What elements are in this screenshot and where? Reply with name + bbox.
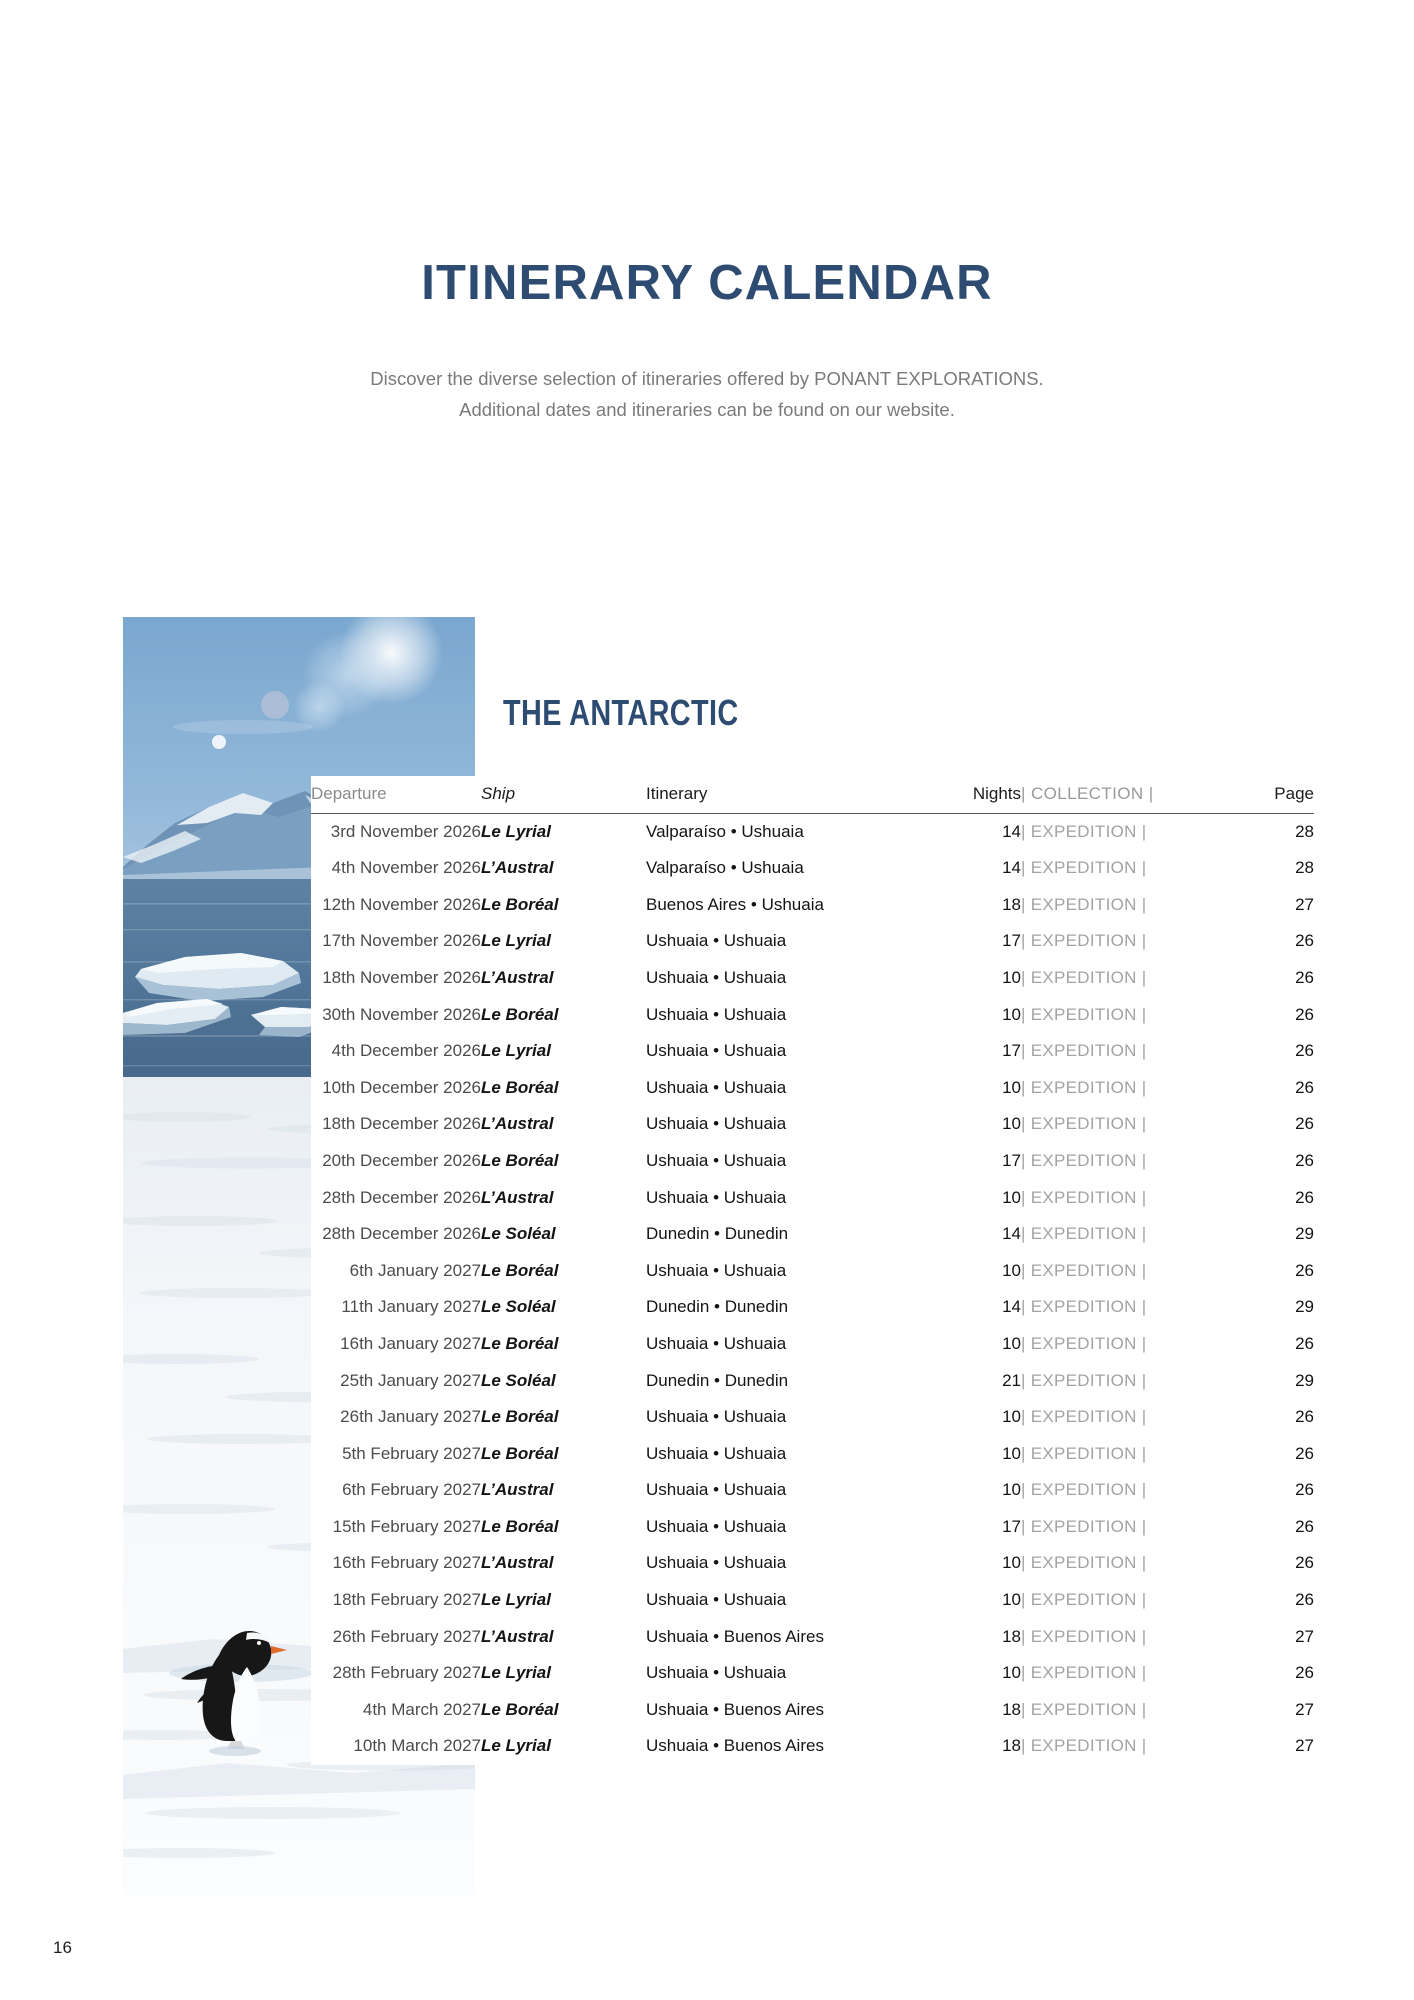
cell-ship: L’Austral bbox=[481, 1626, 554, 1646]
cell-departure: 18th December 2026 bbox=[322, 1114, 481, 1134]
cell-itinerary: Dunedin • Dunedin bbox=[646, 1297, 789, 1317]
cell-nights: 10 bbox=[1002, 1553, 1021, 1573]
cell-itinerary: Ushuaia • Ushuaia bbox=[646, 1114, 787, 1134]
table-header-row bbox=[311, 776, 1314, 813]
column-header-itinerary: Itinerary bbox=[646, 784, 708, 803]
cell-nights: 17 bbox=[1002, 1041, 1021, 1061]
cell-ship: Le Lyrial bbox=[481, 931, 551, 951]
cell-nights: 10 bbox=[1002, 1480, 1021, 1500]
cell-ship: Le Lyrial bbox=[481, 821, 551, 841]
table-row bbox=[311, 1436, 1314, 1473]
cell-departure: 4th November 2026 bbox=[331, 858, 481, 878]
cell-ship: Le Boréal bbox=[481, 1150, 559, 1170]
cell-nights: 10 bbox=[1002, 1260, 1021, 1280]
cell-collection: | EXPEDITION | bbox=[1021, 1407, 1147, 1427]
cell-page: 26 bbox=[1295, 1150, 1314, 1170]
cell-ship: Le Boréal bbox=[481, 1407, 559, 1427]
cell-nights: 17 bbox=[1002, 1516, 1021, 1536]
cell-ship: Le Boréal bbox=[481, 1004, 559, 1024]
cell-collection: | EXPEDITION | bbox=[1021, 1699, 1147, 1719]
cell-itinerary: Ushuaia • Ushuaia bbox=[646, 931, 787, 951]
cell-collection: | EXPEDITION | bbox=[1021, 1260, 1147, 1280]
cell-departure: 5th February 2027 bbox=[342, 1443, 481, 1463]
cell-ship: Le Soléal bbox=[481, 1370, 556, 1390]
cell-ship: Le Soléal bbox=[481, 1224, 556, 1244]
page-title: ITINERARY CALENDAR bbox=[421, 256, 993, 310]
cell-departure: 11th January 2027 bbox=[341, 1297, 481, 1317]
cell-page: 26 bbox=[1295, 1443, 1314, 1463]
cell-itinerary: Ushuaia • Ushuaia bbox=[646, 1004, 787, 1024]
table-row bbox=[311, 1728, 1314, 1765]
cell-itinerary: Ushuaia • Ushuaia bbox=[646, 1516, 787, 1536]
itinerary-table bbox=[311, 776, 1314, 1765]
cell-nights: 10 bbox=[1002, 967, 1021, 987]
cell-departure: 28th February 2027 bbox=[332, 1663, 481, 1683]
cell-page: 26 bbox=[1295, 1480, 1314, 1500]
table-row bbox=[311, 1545, 1314, 1582]
cell-collection: | EXPEDITION | bbox=[1021, 1626, 1147, 1646]
cell-page: 26 bbox=[1295, 931, 1314, 951]
table-row bbox=[311, 1472, 1314, 1509]
cell-ship: Le Boréal bbox=[481, 1077, 559, 1097]
cell-itinerary: Ushuaia • Ushuaia bbox=[646, 1407, 787, 1427]
cell-ship: Le Boréal bbox=[481, 1260, 559, 1280]
table-row bbox=[311, 850, 1314, 887]
cell-page: 27 bbox=[1295, 1736, 1314, 1756]
cell-nights: 21 bbox=[1002, 1370, 1021, 1390]
cell-departure: 15th February 2027 bbox=[332, 1516, 481, 1536]
cell-page: 26 bbox=[1295, 1004, 1314, 1024]
cell-itinerary: Ushuaia • Ushuaia bbox=[646, 1333, 787, 1353]
table-row bbox=[311, 1216, 1314, 1253]
cell-collection: | EXPEDITION | bbox=[1021, 1004, 1147, 1024]
table-row bbox=[311, 1619, 1314, 1656]
cell-departure: 26th January 2027 bbox=[340, 1407, 481, 1427]
table-row bbox=[311, 1253, 1314, 1290]
cell-collection: | EXPEDITION | bbox=[1021, 1150, 1147, 1170]
cell-nights: 10 bbox=[1002, 1187, 1021, 1207]
cell-departure: 3rd November 2026 bbox=[330, 821, 481, 841]
cell-itinerary: Ushuaia • Ushuaia bbox=[646, 967, 787, 987]
cell-departure: 28th December 2026 bbox=[322, 1187, 481, 1207]
cell-departure: 6th January 2027 bbox=[349, 1260, 481, 1280]
cell-page: 29 bbox=[1295, 1297, 1314, 1317]
cell-departure: 12th November 2026 bbox=[322, 894, 481, 914]
cell-page: 26 bbox=[1295, 1187, 1314, 1207]
cell-ship: L’Austral bbox=[481, 1114, 554, 1134]
cell-collection: | EXPEDITION | bbox=[1021, 1187, 1147, 1207]
cell-collection: | EXPEDITION | bbox=[1021, 931, 1147, 951]
cell-itinerary: Dunedin • Dunedin bbox=[646, 1224, 789, 1244]
cell-departure: 18th November 2026 bbox=[322, 967, 481, 987]
cell-page: 26 bbox=[1295, 967, 1314, 987]
cell-nights: 17 bbox=[1002, 931, 1021, 951]
cell-page: 29 bbox=[1295, 1224, 1314, 1244]
cell-page: 26 bbox=[1295, 1663, 1314, 1683]
cell-nights: 10 bbox=[1002, 1114, 1021, 1134]
table-body bbox=[311, 813, 1314, 1765]
cell-nights: 18 bbox=[1002, 1736, 1021, 1756]
cell-itinerary: Ushuaia • Ushuaia bbox=[646, 1041, 787, 1061]
cell-departure: 30th November 2026 bbox=[322, 1004, 481, 1024]
cell-page: 26 bbox=[1295, 1260, 1314, 1280]
table-row bbox=[311, 1692, 1314, 1729]
itinerary-table-container bbox=[311, 776, 1314, 1765]
cell-itinerary: Ushuaia • Buenos Aires bbox=[646, 1736, 824, 1756]
cell-itinerary: Ushuaia • Ushuaia bbox=[646, 1663, 787, 1683]
cell-itinerary: Ushuaia • Buenos Aires bbox=[646, 1699, 824, 1719]
cell-itinerary: Ushuaia • Ushuaia bbox=[646, 1187, 787, 1207]
cell-ship: L’Austral bbox=[481, 1480, 554, 1500]
cell-collection: | EXPEDITION | bbox=[1021, 858, 1147, 878]
cell-itinerary: Ushuaia • Ushuaia bbox=[646, 1443, 787, 1463]
cell-ship: Le Lyrial bbox=[481, 1663, 551, 1683]
cell-collection: | EXPEDITION | bbox=[1021, 1663, 1147, 1683]
page-subtitle-line-1: Discover the diverse selection of itineraries offered by PONANT EXPLORATIONS. bbox=[370, 368, 1044, 389]
cell-page: 26 bbox=[1295, 1041, 1314, 1061]
section-heading-the-antarctic: THE ANTARCTIC bbox=[503, 692, 739, 733]
page-subtitle bbox=[0, 363, 1414, 425]
cell-ship: Le Lyrial bbox=[481, 1041, 551, 1061]
table-row bbox=[311, 1363, 1314, 1400]
table-row bbox=[311, 1326, 1314, 1363]
cell-itinerary: Ushuaia • Ushuaia bbox=[646, 1480, 787, 1500]
cell-nights: 10 bbox=[1002, 1407, 1021, 1427]
page-folio: 16 bbox=[53, 1938, 72, 1957]
cell-page: 27 bbox=[1295, 1626, 1314, 1646]
cell-collection: | EXPEDITION | bbox=[1021, 1224, 1147, 1244]
cell-itinerary: Ushuaia • Ushuaia bbox=[646, 1553, 787, 1573]
cell-collection: | EXPEDITION | bbox=[1021, 1553, 1147, 1573]
cell-collection: | EXPEDITION | bbox=[1021, 1333, 1147, 1353]
cell-departure: 10th December 2026 bbox=[322, 1077, 481, 1097]
cell-nights: 14 bbox=[1002, 1297, 1021, 1317]
cell-page: 29 bbox=[1295, 1370, 1314, 1390]
cell-departure: 20th December 2026 bbox=[322, 1150, 481, 1170]
cell-nights: 10 bbox=[1002, 1443, 1021, 1463]
cell-collection: | EXPEDITION | bbox=[1021, 1443, 1147, 1463]
cell-departure: 26th February 2027 bbox=[332, 1626, 481, 1646]
cell-itinerary: Ushuaia • Buenos Aires bbox=[646, 1626, 824, 1646]
table-row bbox=[311, 1180, 1314, 1217]
cell-departure: 10th March 2027 bbox=[353, 1736, 481, 1756]
cell-itinerary: Ushuaia • Ushuaia bbox=[646, 1590, 787, 1610]
cell-ship: Le Boréal bbox=[481, 1443, 559, 1463]
cell-page: 28 bbox=[1295, 858, 1314, 878]
column-header-collection: | COLLECTION | bbox=[1021, 784, 1154, 803]
cell-nights: 14 bbox=[1002, 858, 1021, 878]
cell-page: 26 bbox=[1295, 1590, 1314, 1610]
cell-departure: 18th February 2027 bbox=[332, 1590, 481, 1610]
cell-collection: | EXPEDITION | bbox=[1021, 1297, 1147, 1317]
table-row bbox=[311, 1033, 1314, 1070]
column-header-page: Page bbox=[1274, 784, 1314, 803]
cell-collection: | EXPEDITION | bbox=[1021, 1077, 1147, 1097]
cell-nights: 10 bbox=[1002, 1333, 1021, 1353]
table-row bbox=[311, 1655, 1314, 1692]
cell-collection: | EXPEDITION | bbox=[1021, 1114, 1147, 1134]
cell-collection: | EXPEDITION | bbox=[1021, 1041, 1147, 1061]
cell-departure: 16th January 2027 bbox=[340, 1333, 481, 1353]
cell-page: 26 bbox=[1295, 1333, 1314, 1353]
table-row bbox=[311, 887, 1314, 924]
table-row bbox=[311, 1106, 1314, 1143]
table-row bbox=[311, 960, 1314, 997]
table-header bbox=[311, 776, 1314, 813]
cell-departure: 6th February 2027 bbox=[342, 1480, 481, 1500]
cell-collection: | EXPEDITION | bbox=[1021, 1480, 1147, 1500]
cell-nights: 10 bbox=[1002, 1590, 1021, 1610]
table-row bbox=[311, 923, 1314, 960]
column-header-nights: Nights bbox=[972, 784, 1021, 803]
cell-ship: L’Austral bbox=[481, 858, 554, 878]
cell-collection: | EXPEDITION | bbox=[1021, 1516, 1147, 1536]
table-row bbox=[311, 1582, 1314, 1619]
cell-nights: 17 bbox=[1002, 1150, 1021, 1170]
cell-collection: | EXPEDITION | bbox=[1021, 1736, 1147, 1756]
cell-departure: 4th December 2026 bbox=[331, 1041, 481, 1061]
cell-collection: | EXPEDITION | bbox=[1021, 894, 1147, 914]
cell-ship: Le Boréal bbox=[481, 1333, 559, 1353]
cell-collection: | EXPEDITION | bbox=[1021, 821, 1147, 841]
cell-nights: 14 bbox=[1002, 821, 1021, 841]
column-header-ship: Ship bbox=[481, 784, 516, 803]
cell-ship: L’Austral bbox=[481, 967, 554, 987]
table-row bbox=[311, 1070, 1314, 1107]
cell-itinerary: Valparaíso • Ushuaia bbox=[646, 821, 804, 841]
cell-page: 26 bbox=[1295, 1077, 1314, 1097]
cell-itinerary: Ushuaia • Ushuaia bbox=[646, 1077, 787, 1097]
table-row bbox=[311, 1143, 1314, 1180]
table-row bbox=[311, 1509, 1314, 1546]
column-header-departure: Departure bbox=[311, 784, 387, 803]
cell-collection: | EXPEDITION | bbox=[1021, 967, 1147, 987]
cell-page: 27 bbox=[1295, 1699, 1314, 1719]
table-row bbox=[311, 813, 1314, 850]
cell-ship: Le Lyrial bbox=[481, 1590, 551, 1610]
cell-nights: 18 bbox=[1002, 1626, 1021, 1646]
cell-collection: | EXPEDITION | bbox=[1021, 1370, 1147, 1390]
table-row bbox=[311, 1289, 1314, 1326]
cell-nights: 10 bbox=[1002, 1004, 1021, 1024]
cell-page: 26 bbox=[1295, 1553, 1314, 1573]
cell-itinerary: Valparaíso • Ushuaia bbox=[646, 858, 804, 878]
cell-itinerary: Ushuaia • Ushuaia bbox=[646, 1150, 787, 1170]
cell-nights: 10 bbox=[1002, 1663, 1021, 1683]
cell-departure: 4th March 2027 bbox=[362, 1699, 481, 1719]
cell-ship: Le Soléal bbox=[481, 1297, 556, 1317]
cell-departure: 17th November 2026 bbox=[322, 931, 481, 951]
cell-nights: 18 bbox=[1002, 894, 1021, 914]
cell-page: 26 bbox=[1295, 1114, 1314, 1134]
cell-departure: 28th December 2026 bbox=[322, 1224, 481, 1244]
cell-nights: 14 bbox=[1002, 1224, 1021, 1244]
table-row bbox=[311, 997, 1314, 1034]
cell-departure: 16th February 2027 bbox=[332, 1553, 481, 1573]
cell-ship: Le Boréal bbox=[481, 1516, 559, 1536]
cell-collection: | EXPEDITION | bbox=[1021, 1590, 1147, 1610]
cell-page: 26 bbox=[1295, 1516, 1314, 1536]
cell-itinerary: Ushuaia • Ushuaia bbox=[646, 1260, 787, 1280]
cell-ship: Le Boréal bbox=[481, 894, 559, 914]
cell-page: 28 bbox=[1295, 821, 1314, 841]
cell-nights: 10 bbox=[1002, 1077, 1021, 1097]
cell-ship: L’Austral bbox=[481, 1187, 554, 1207]
page-subtitle-line-2: Additional dates and itineraries can be found on our website. bbox=[459, 399, 955, 420]
cell-nights: 18 bbox=[1002, 1699, 1021, 1719]
cell-ship: Le Boréal bbox=[481, 1699, 559, 1719]
table-row bbox=[311, 1399, 1314, 1436]
cell-itinerary: Dunedin • Dunedin bbox=[646, 1370, 789, 1390]
cell-itinerary: Buenos Aires • Ushuaia bbox=[646, 894, 824, 914]
cell-page: 27 bbox=[1295, 894, 1314, 914]
cell-ship: L’Austral bbox=[481, 1553, 554, 1573]
cell-page: 26 bbox=[1295, 1407, 1314, 1427]
cell-departure: 25th January 2027 bbox=[340, 1370, 481, 1390]
cell-ship: Le Lyrial bbox=[481, 1736, 551, 1756]
